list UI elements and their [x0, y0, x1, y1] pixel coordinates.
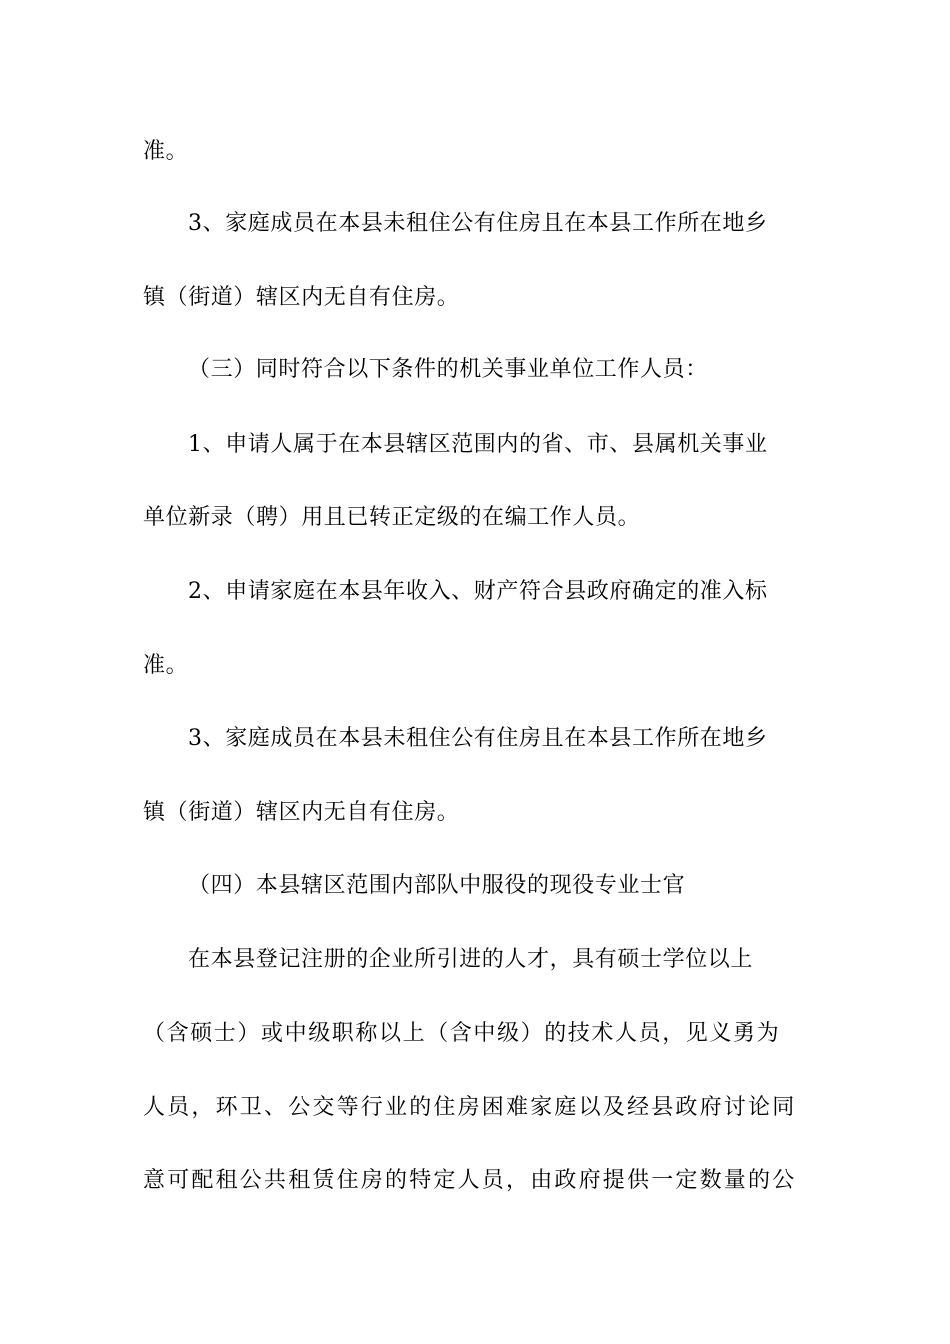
- paragraph-line: （含硕士）或中级职称以上（含中级）的技术人员，见义勇为: [143, 1021, 781, 1046]
- list-item-3-line-2: 镇（街道）辖区内无自有住房。: [143, 285, 460, 310]
- paragraph-line: 准。: [143, 139, 189, 164]
- list-item-2-line-2: 准。: [143, 653, 189, 678]
- list-item-3-line-1: 3、家庭成员在本县未租住公有住房且在本县工作所在地乡: [188, 211, 768, 236]
- list-item-3b-line-1: 3、家庭成员在本县未租住公有住房且在本县工作所在地乡: [188, 726, 768, 751]
- list-item-3b-line-2: 镇（街道）辖区内无自有住房。: [143, 800, 460, 825]
- section-heading-4: （四）本县辖区范围内部队中服役的现役专业士官: [188, 873, 686, 898]
- list-item-1-line-2: 单位新录（聘）用且已转正定级的在编工作人员。: [143, 505, 641, 530]
- paragraph-line: 在本县登记注册的企业所引进的人才，具有硕士学位以上: [188, 947, 754, 972]
- paragraph-line: 人员，环卫、公交等行业的住房困难家庭以及经县政府讨论同: [143, 1095, 797, 1120]
- list-item-2-line-1: 2、申请家庭在本县年收入、财产符合县政府确定的准入标: [188, 579, 768, 604]
- paragraph-line: 意可配租公共租赁住房的特定人员，由政府提供一定数量的公: [143, 1168, 797, 1193]
- section-heading-3: （三）同时符合以下条件的机关事业单位工作人员：: [188, 357, 708, 382]
- list-item-1-line-1: 1、申请人属于在本县辖区范围内的省、市、县属机关事业: [188, 432, 768, 457]
